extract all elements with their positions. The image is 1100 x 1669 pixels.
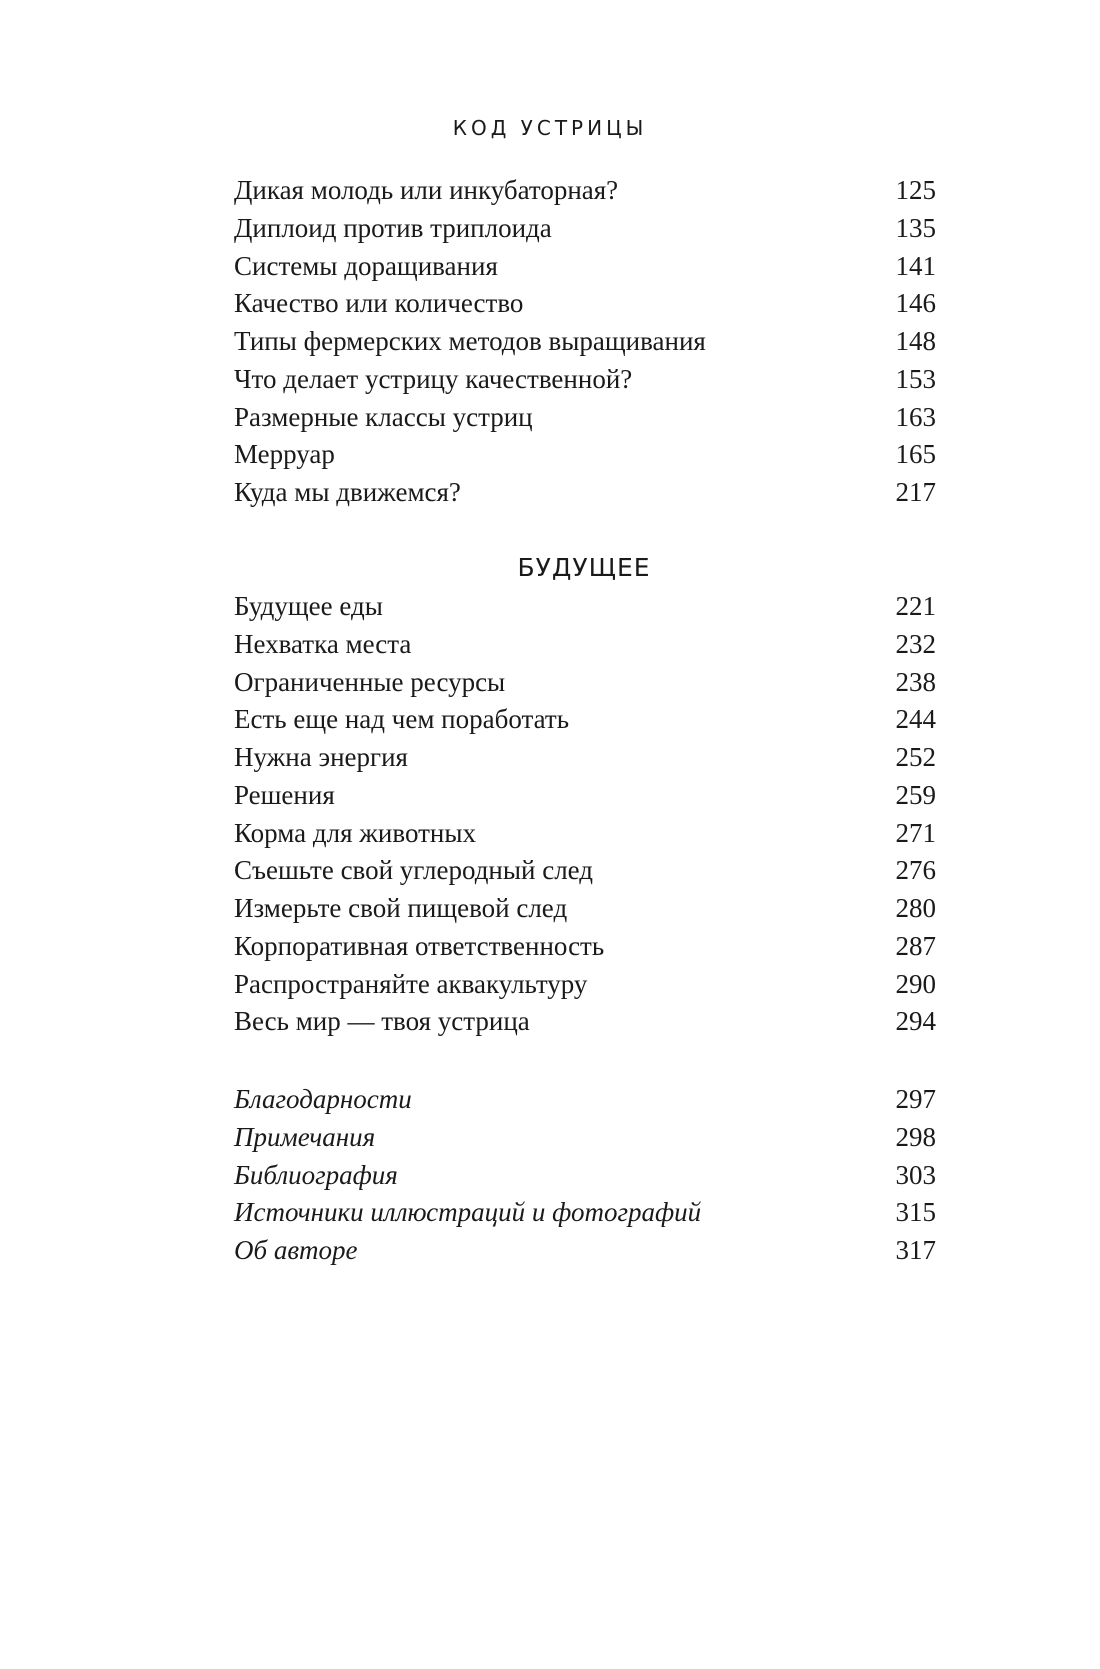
toc-entry-title: Системы доращивания (234, 250, 498, 281)
toc-entry-page: 280 (895, 893, 936, 923)
toc-entry-page: 221 (895, 591, 936, 621)
toc-entry-page: 125 (895, 175, 936, 205)
toc-entry[interactable] (234, 739, 936, 777)
toc-entry-title: Будущее еды (234, 591, 383, 621)
toc-entry-title: Примечания (234, 1121, 376, 1152)
toc-entry-page: 298 (895, 1121, 936, 1152)
toc-entry-page: 287 (895, 930, 936, 961)
toc-entry-title: Размерные классы устриц (234, 401, 533, 432)
toc-entry-title: Типы фермерских методов выращивания (234, 326, 706, 356)
toc-entry[interactable] (234, 1232, 936, 1270)
toc-entry[interactable] (234, 588, 936, 626)
toc-entry-title: Дикая молодь или инкубаторная? (234, 175, 619, 205)
toc-entry-page: 294 (895, 1006, 936, 1037)
toc-entry[interactable] (234, 172, 936, 210)
toc-entry-title: Библиография (234, 1159, 398, 1190)
toc-entry-title: Нужна энергия (234, 742, 408, 772)
toc-entry-page: 317 (895, 1235, 936, 1265)
toc-entry-title: Весь мир — твоя устрица (234, 1006, 530, 1037)
toc-entry[interactable] (234, 1081, 936, 1119)
toc-entry[interactable] (234, 928, 936, 966)
toc-entry-title: Решения (234, 779, 335, 810)
toc-entry[interactable] (234, 966, 936, 1004)
toc-entry[interactable] (234, 1119, 936, 1157)
toc-entry[interactable] (234, 626, 936, 664)
toc-entry-title: Благодарности (234, 1084, 412, 1114)
toc-entry-title: Корма для животных (234, 817, 476, 848)
toc-entry-title: Что делает устрицу качественной? (234, 363, 633, 394)
toc-entry[interactable] (234, 664, 936, 702)
toc-entry-title: Качество или количество (234, 288, 524, 319)
toc-entry-page: 297 (895, 1084, 936, 1114)
toc-entry-page: 232 (895, 628, 936, 659)
toc-entry-title: Источники иллюстраций и фотографий (234, 1197, 702, 1228)
toc-entry-title: Мерруар (234, 439, 335, 470)
toc-entry[interactable] (234, 210, 936, 248)
toc-entry[interactable] (234, 777, 936, 815)
toc-entry-page: 163 (895, 401, 936, 432)
toc-entry-page: 238 (895, 666, 936, 697)
section-heading: БУДУЩЕЕ (517, 553, 651, 582)
toc-entry-title: Куда мы движемся? (234, 477, 461, 507)
toc-entry-title: Диплоид против триплоида (234, 212, 552, 243)
toc-entry-page: 290 (895, 968, 936, 999)
toc-entry[interactable] (234, 474, 936, 512)
running-head: КОД УСТРИЦЫ (452, 116, 648, 140)
toc-entry-page: 276 (895, 855, 936, 886)
toc-entry-page: 217 (895, 477, 936, 507)
toc-entry-title: Измерьте свой пищевой след (234, 893, 568, 923)
toc-entry-page: 153 (895, 363, 936, 394)
toc-entry[interactable] (234, 323, 936, 361)
toc-entry-title: Об авторе (234, 1235, 358, 1265)
toc-entry-page: 315 (895, 1197, 936, 1228)
toc-entry[interactable] (234, 361, 936, 399)
toc-list-future (234, 588, 936, 1041)
toc-entry-title: Корпоративная ответственность (234, 930, 605, 961)
toc-entry-page: 252 (895, 742, 936, 772)
toc-entry[interactable] (234, 815, 936, 853)
toc-entry-page: 148 (895, 326, 936, 356)
toc-entry[interactable] (234, 436, 936, 474)
toc-entry-title: Распространяйте аквакультуру (234, 968, 588, 999)
toc-entry-page: 271 (895, 817, 936, 848)
toc-entry[interactable] (234, 890, 936, 928)
toc-entry-title: Ограниченные ресурсы (234, 666, 506, 697)
toc-entry[interactable] (234, 1003, 936, 1041)
toc-entry-page: 303 (895, 1159, 936, 1190)
toc-entry-page: 141 (895, 250, 936, 281)
toc-list-backmatter (234, 1081, 936, 1270)
toc-entry-title: Съешьте свой углеродный след (234, 855, 594, 886)
toc-entry[interactable] (234, 1157, 936, 1195)
toc-entry[interactable] (234, 399, 936, 437)
toc-entry[interactable] (234, 1194, 936, 1232)
toc-entry-page: 165 (895, 439, 936, 470)
toc-entry-page: 135 (895, 212, 936, 243)
toc-entry-title: Есть еще над чем поработать (234, 704, 570, 735)
toc-entry[interactable] (234, 285, 936, 323)
toc-list-chapter (234, 172, 936, 512)
toc-entry-page: 146 (895, 288, 936, 319)
toc-entry[interactable] (234, 701, 936, 739)
toc-entry-page: 259 (895, 779, 936, 810)
toc-entry[interactable] (234, 852, 936, 890)
toc-entry-title: Нехватка места (234, 628, 412, 659)
toc-entry-page: 244 (895, 704, 936, 735)
toc-entry[interactable] (234, 248, 936, 286)
